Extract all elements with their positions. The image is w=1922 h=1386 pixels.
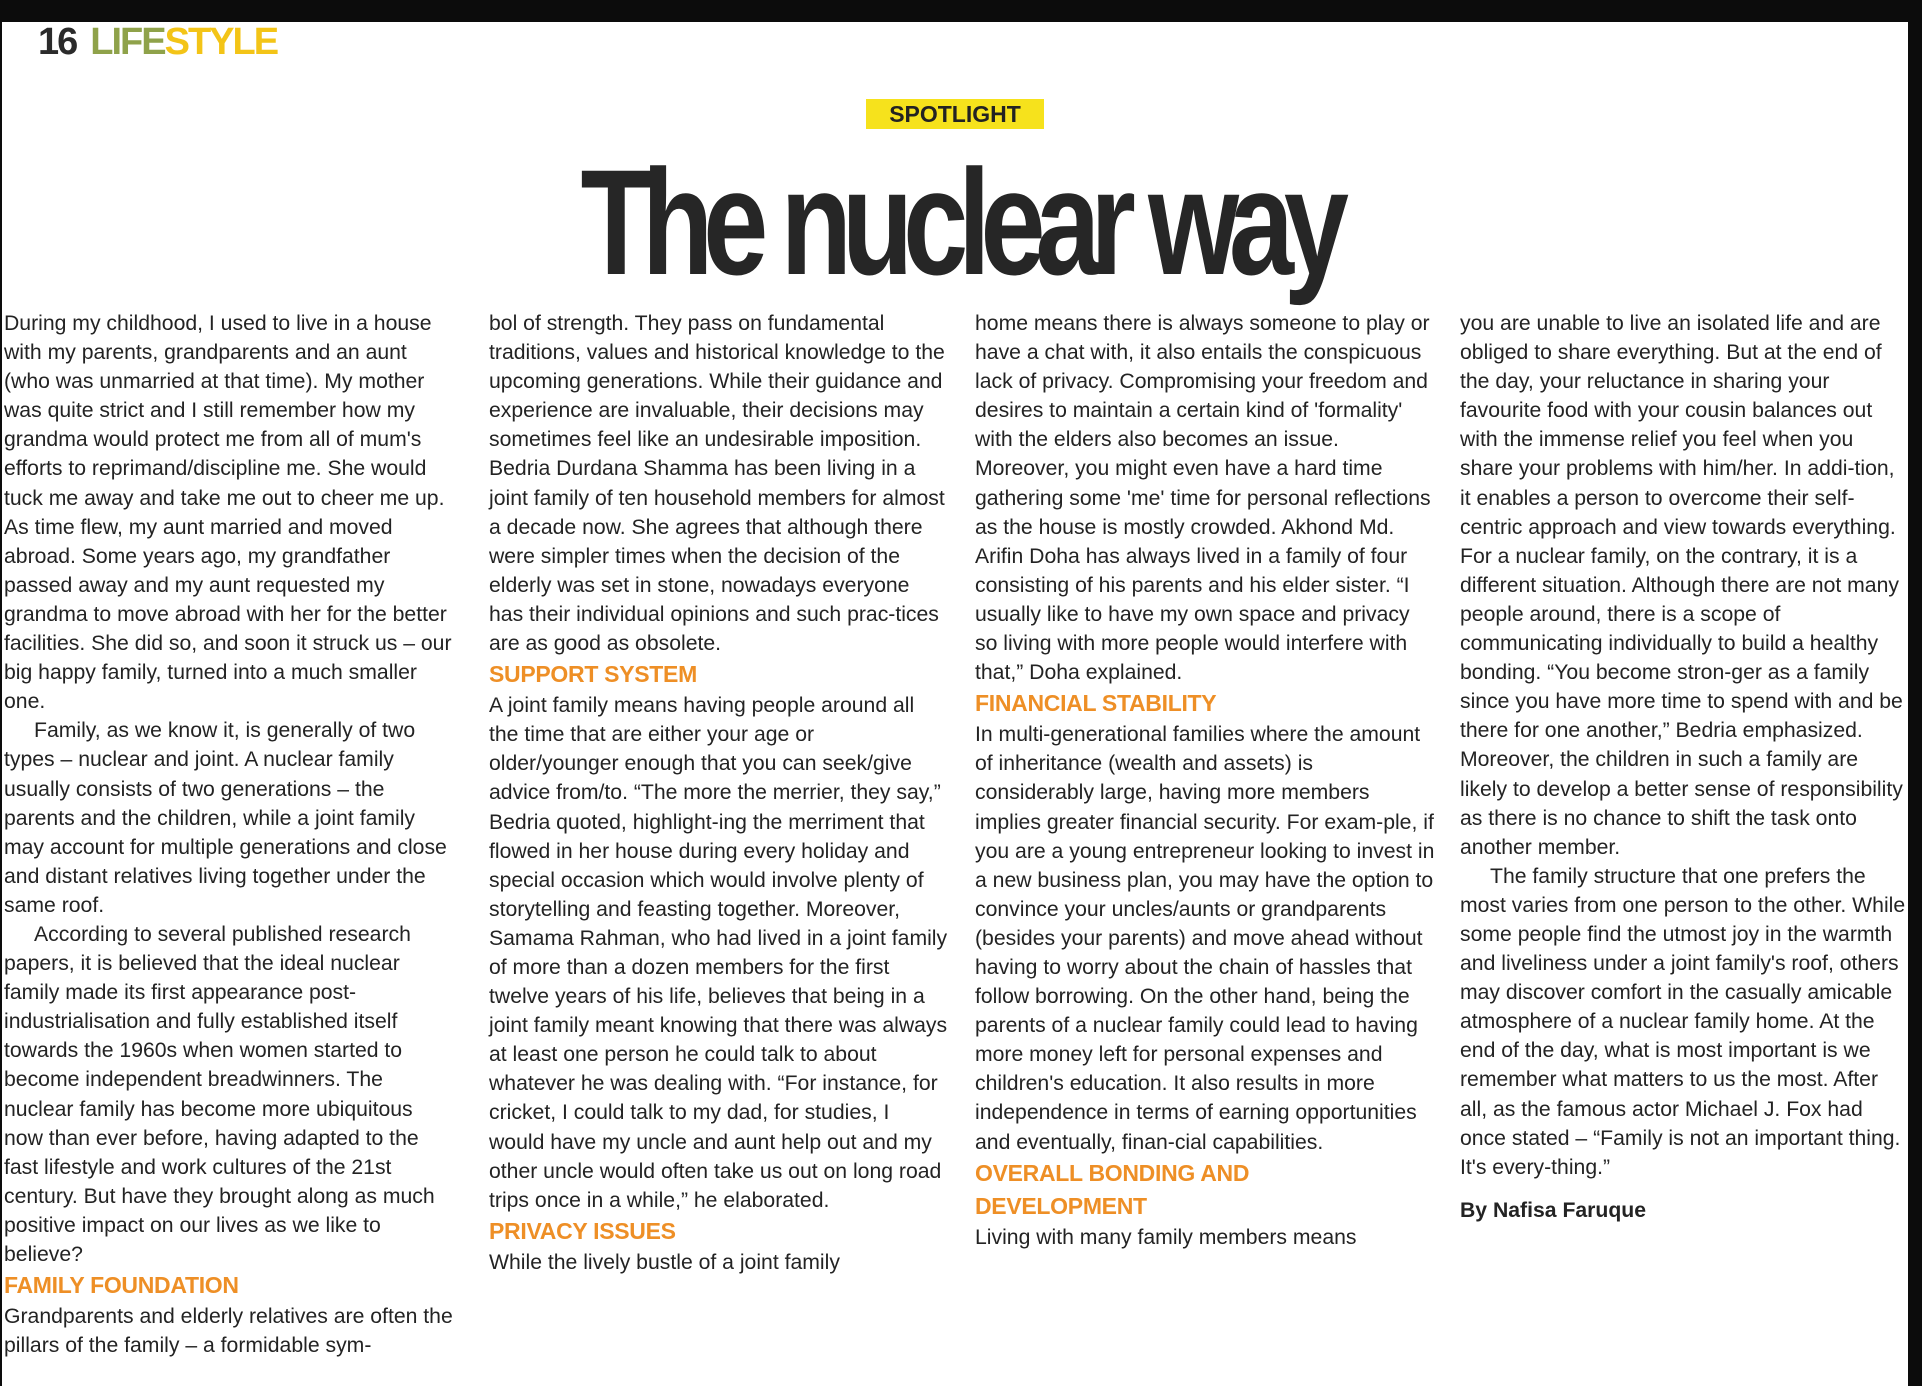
subheading-line: DEVELOPMENT (975, 1192, 1147, 1219)
left-border (0, 0, 2, 1386)
paragraph: you are unable to live an isolated life and are obliged to share everything. But at the end of the day, your reluctance in sharing your favourite food with your cousin balances out with the immense relief you feel when you share your problems with him/her. In addi-tion, it enables a person to overcome their self-centric approach and view towards everything. For a nuclear family, on the contrary, it is a different situation. Although there are not many people around, there is a scope of communicating individually to build a healthy bonding. “You become stron-ger as a family since you have more time to spend with and be there for one another,” Bedria emphasized. Moreover, the children in such a family are likely to develop a better sense of responsibility as there is no chance to shift the task onto another member. (1460, 312, 1903, 859)
article-column-4 (1460, 309, 1910, 1225)
subheading-family-foundation: FAMILY FOUNDATION (4, 1272, 239, 1299)
paragraph: Family, as we know it, is generally of two types – nuclear and joint. A nuclear family usually consists of two generations – the parents and the children, while a joint family may account for multiple generations and close and distant relatives living together under the same roof. (4, 719, 447, 917)
kicker-label: SPOTLIGHT (866, 99, 1044, 129)
paragraph: In multi-generational families where the amount of inheritance (wealth and assets) is considerably large, having more members implies greater financial security. For exam-ple, if you are a young entrepreneur looking to invest in a new business plan, you may have the option to convince your uncles/aunts or grandparents (besides your parents) and move ahead without having to worry about the chain of hassles that follow borrowing. On the other hand, being the parents of a nuclear family could lead to having more money left for personal expenses and children's education. It also results in more independence in terms of earning opportunities and eventually, finan-cial capabilities. (975, 723, 1435, 1154)
subheading-overall-bonding (975, 1157, 1435, 1223)
subheading-support-system: SUPPORT SYSTEM (489, 661, 697, 688)
paragraph: A joint family means having people around all the time that are either your age or older/younger enough that you can seek/give advice from/to. “The more the merrier, they say,” Bedria quoted, highlight-ing the merriment that flowed in her house during every holiday and special occasion which would involve plenty of storytelling and feasting together. Moreover, Samama Rahman, who had lived in a joint family of more than a dozen members for the first twelve years of his life, believes that being in a joint family meant knowing that there was always at least one person he could talk to about whatever he was dealing with. “For instance, for cricket, I could talk to my dad, for studies, I would have my uncle and aunt help out and my other uncle would often take us out on long road trips once in a while,” he elaborated. (489, 694, 948, 1212)
subheading-financial-stability: FINANCIAL STABILITY (975, 690, 1217, 717)
article-column-2 (489, 309, 949, 1277)
top-border (0, 0, 1922, 22)
paragraph: According to several published research papers, it is believed that the ideal nuclear family made its first appearance post-industrialisation and fully established itself towards the 1960s when women started to become independent breadwinners. The nuclear family has become more ubiquitous now than ever before, having adapted to the fast lifestyle and work cultures of the 21st century. But have they brought along as much positive impact on our lives as we like to believe? (4, 922, 435, 1266)
section-name-life: LIFE (90, 20, 165, 63)
subheading-line: OVERALL BONDING AND (975, 1159, 1250, 1186)
headline: The nuclear way (580, 138, 1339, 306)
page-number: 16 (38, 20, 77, 63)
masthead (38, 20, 277, 64)
paragraph: Grandparents and elderly relatives are often the pillars of the family – a formidable sym- (4, 1305, 453, 1358)
paragraph: Living with many family members means (975, 1225, 1357, 1249)
section-name-style: STYLE (164, 20, 278, 63)
paragraph: The family structure that one prefers the most varies from one person to the other. While some people find the utmost joy in the warmth and liveliness under a joint family's roof, others may discover comfort in the casually amicable atmosphere of a nuclear family home. At the end of the day, what is most important is we remember what matters to us the most. After all, as the famous actor Michael J. Fox had once stated – “Family is not an important thing. It's every-thing.” (1460, 864, 1906, 1179)
paragraph: While the lively bustle of a joint family (489, 1250, 840, 1274)
article-column-1 (4, 309, 456, 1360)
subheading-privacy-issues: PRIVACY ISSUES (489, 1217, 676, 1244)
article-column-3 (975, 309, 1435, 1252)
byline: By Nafisa Faruque (1460, 1198, 1647, 1222)
right-border (1908, 0, 1922, 1386)
paragraph: bol of strength. They pass on fundamental traditions, values and historical knowledge to the upcoming generations. While their guidance and experience are invaluable, their decisions may sometimes feel like an undesirable imposition. Bedria Durdana Shamma has been living in a joint family of ten household members for almost a decade now. She agrees that although there were simpler times when the decision of the elderly was set in stone, nowadays everyone has their individual opinions and such prac-tices are as good as obsolete. (489, 312, 945, 656)
paragraph: During my childhood, I used to live in a house with my parents, grandparents and an aunt (who was unmarried at that time). My mother was quite strict and I still remember how my grandma would protect me from all of mum's efforts to reprimand/discipline me. She would tuck me away and take me out to cheer me up. As time flew, my aunt married and moved abroad. Some years ago, my grandfather passed away and my aunt requested my grandma to move abroad with her for the better facilities. She did so, and soon it struck us – our big happy family, turned into a much smaller one. (4, 312, 452, 714)
paragraph: home means there is always someone to play or have a chat with, it also entails the conspicuous lack of privacy. Compromising your freedom and desires to maintain a certain kind of 'formality' with the elders also becomes an issue. Moreover, you might even have a hard time gathering some 'me' time for personal reflections as the house is mostly crowded. Akhond Md. Arifin Doha has always lived in a family of four consisting of his parents and his elder sister. “I usually like to have my own space and privacy so living with more people would interfere with that,” Doha explained. (975, 312, 1431, 685)
